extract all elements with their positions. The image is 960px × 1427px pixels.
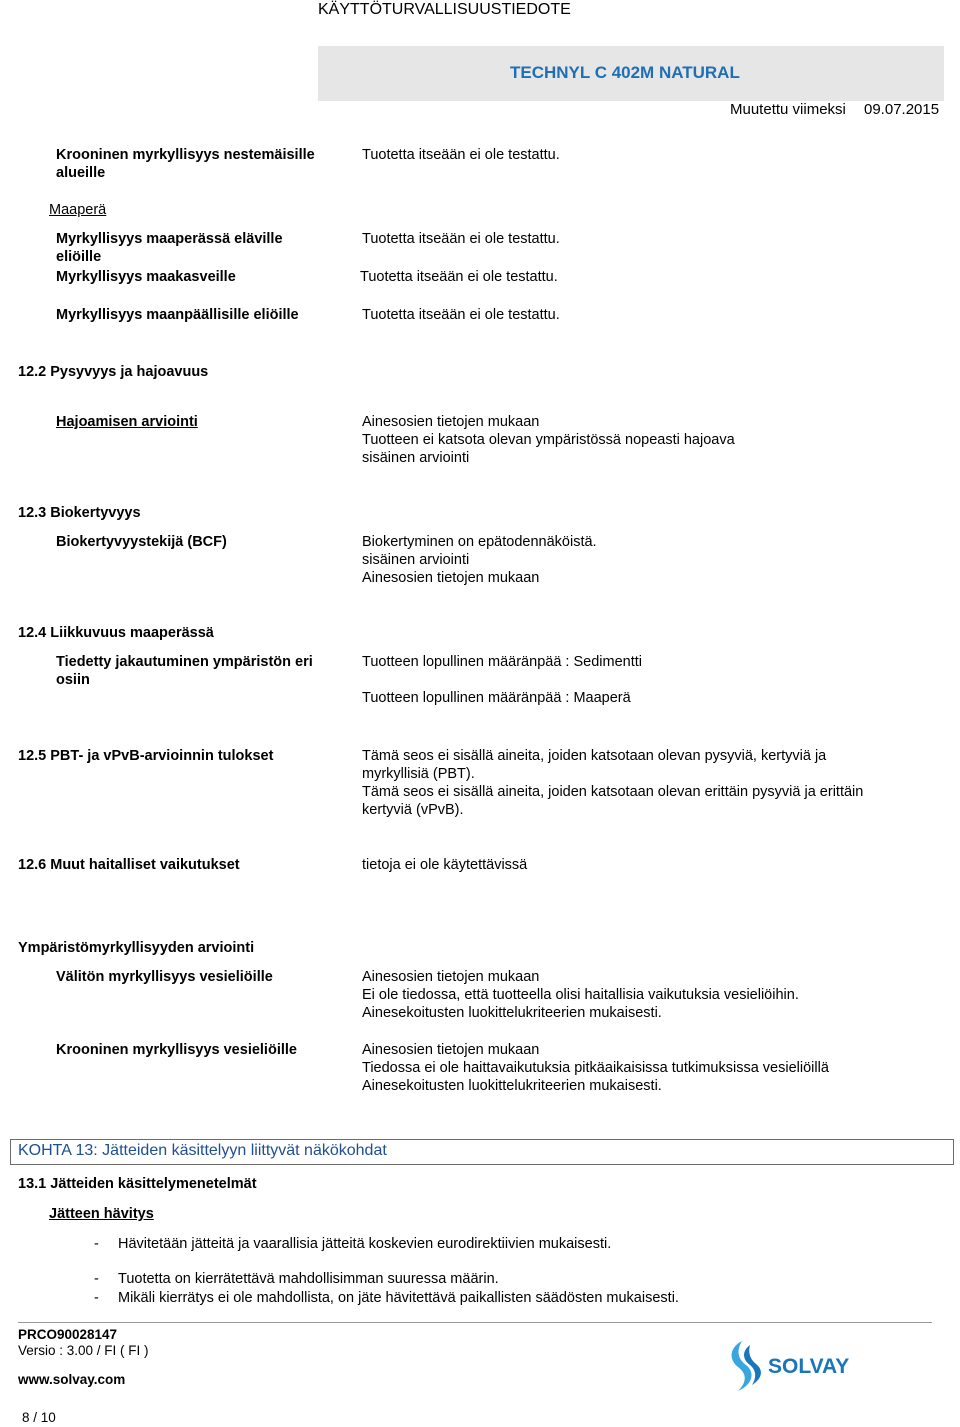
soil-row3-value: Tuotetta itseään ei ole testattu. [362,307,560,323]
section-12-3-heading: 12.3 Biokertyvyys [18,505,141,521]
pbt-line2: myrkyllisiä (PBT). [362,766,475,782]
chronic-aquatic-label: Krooninen myrkyllisyys vesieliöille [56,1042,297,1058]
bullet-marker: - [94,1290,99,1306]
logo-wordmark: SOLVAY [768,1355,850,1378]
distribution-label-line2: osiin [56,672,90,688]
section-12-2-heading: 12.2 Pysyvyys ja hajoavuus [18,364,209,380]
soil-heading: Maaperä [49,202,107,218]
revision-date: 09.07.2015 [864,101,940,118]
acute-aquatic-line1: Ainesosien tietojen mukaan [362,969,540,985]
degradation-line1: Ainesosien tietojen mukaan [362,414,540,430]
chronic-sediment-label-line2: alueille [56,165,106,181]
solvay-swirl-icon [724,1337,854,1395]
soil-row2-label: Myrkyllisyys maakasveille [56,269,236,285]
bcf-line1: Biokertyminen on epätodennäköistä. [362,534,597,550]
distribution-label-line1: Tiedetty jakautuminen ympäristön eri [56,654,313,670]
bcf-line2: sisäinen arviointi [362,552,470,568]
section-12-4-heading: 12.4 Liikkuvuus maaperässä [18,625,214,641]
soil-row1-label-line1: Myrkyllisyys maaperässä eläville [56,231,283,247]
disposal-bullet-2: Tuotetta on kierrätettävä mahdollisimman suuressa määrin. [118,1271,499,1287]
website-link[interactable]: www.solvay.com [18,1372,126,1387]
section-13-title: KOHTA 13: Jätteiden käsittelyyn liittyvät näkökohdat [18,1142,387,1159]
solvay-logo [724,1337,854,1395]
soil-row1-value: Tuotetta itseään ei ole testattu. [362,231,560,247]
product-name: TECHNYL C 402M NATURAL [510,63,740,82]
chronic-sediment-value: Tuotetta itseään ei ole testattu. [362,147,560,163]
bcf-line3: Ainesosien tietojen mukaan [362,570,540,586]
soil-row1-label-line2: eliöille [56,249,102,265]
distribution-line1: Tuotteen lopullinen määränpää : Sedimentti [362,654,642,670]
acute-aquatic-line3: Ainesekoitusten luokittelukriteerien mukaisesti. [362,1005,662,1021]
chronic-aquatic-line1: Ainesosien tietojen mukaan [362,1042,540,1058]
section-12-6-heading: 12.6 Muut haitalliset vaikutukset [18,857,240,873]
disposal-bullet-1: Hävitetään jätteitä ja vaarallisia jätteitä koskevien eurodirektiivien mukaisesti. [118,1236,612,1252]
acute-aquatic-line2: Ei ole tiedossa, että tuotteella olisi haitallisia vaikutuksia vesieliöihin. [362,987,799,1003]
env-assessment-heading: Ympäristömyrkyllisyyden arviointi [18,940,255,956]
pbt-line1: Tämä seos ei sisällä aineita, joiden katsotaan olevan pysyviä, kertyviä ja [362,748,827,764]
chronic-aquatic-line2: Tiedossa ei ole haittavaikutuksia pitkäaikaisissa tutkimuksissa vesieliöillä [362,1060,829,1076]
section-12-5-heading: 12.5 PBT- ja vPvB-arvioinnin tulokset [18,748,274,764]
chronic-sediment-label-line1: Krooninen myrkyllisyys nestemäisille [56,147,315,163]
document-type-title: KÄYTTÖTURVALLISUUSTIEDOTE [318,1,571,18]
degradation-line3: sisäinen arviointi [362,450,470,466]
document-version: Versio : 3.00 / FI ( FI ) [18,1343,149,1358]
chronic-aquatic-line3: Ainesekoitusten luokittelukriteerien mukaisesti. [362,1078,662,1094]
degradation-line2: Tuotteen ei katsota olevan ympäristössä nopeasti hajoava [362,432,735,448]
bullet-marker: - [94,1236,99,1252]
bullet-marker: - [94,1271,99,1287]
soil-row2-value: Tuotetta itseään ei ole testattu. [360,269,558,285]
document-id: PRCO90028147 [18,1327,118,1342]
pbt-line4: kertyviä (vPvB). [362,802,464,818]
distribution-line2: Tuotteen lopullinen määränpää : Maaperä [362,690,631,706]
other-effects-value: tietoja ei ole käytettävissä [362,857,528,873]
revision-label: Muutettu viimeksi [730,101,846,118]
section-13-1-heading: 13.1 Jätteiden käsittelymenetelmät [18,1176,257,1192]
disposal-bullet-3: Mikäli kierrätys ei ole mahdollista, on jäte hävitettävä paikallisten säädösten mukaisesti. [118,1290,679,1306]
acute-aquatic-label: Välitön myrkyllisyys vesieliöille [56,969,273,985]
degradation-label: Hajoamisen arviointi [56,414,198,430]
footer-divider [18,1322,932,1323]
soil-row3-label: Myrkyllisyys maanpäällisille eliöille [56,307,299,323]
disposal-heading: Jätteen hävitys [49,1206,154,1222]
pbt-line3: Tämä seos ei sisällä aineita, joiden katsotaan olevan erittäin pysyviä ja erittäin [362,784,864,800]
page-number: 8 / 10 [22,1410,56,1425]
bcf-label: Biokertyvyystekijä (BCF) [56,534,227,550]
